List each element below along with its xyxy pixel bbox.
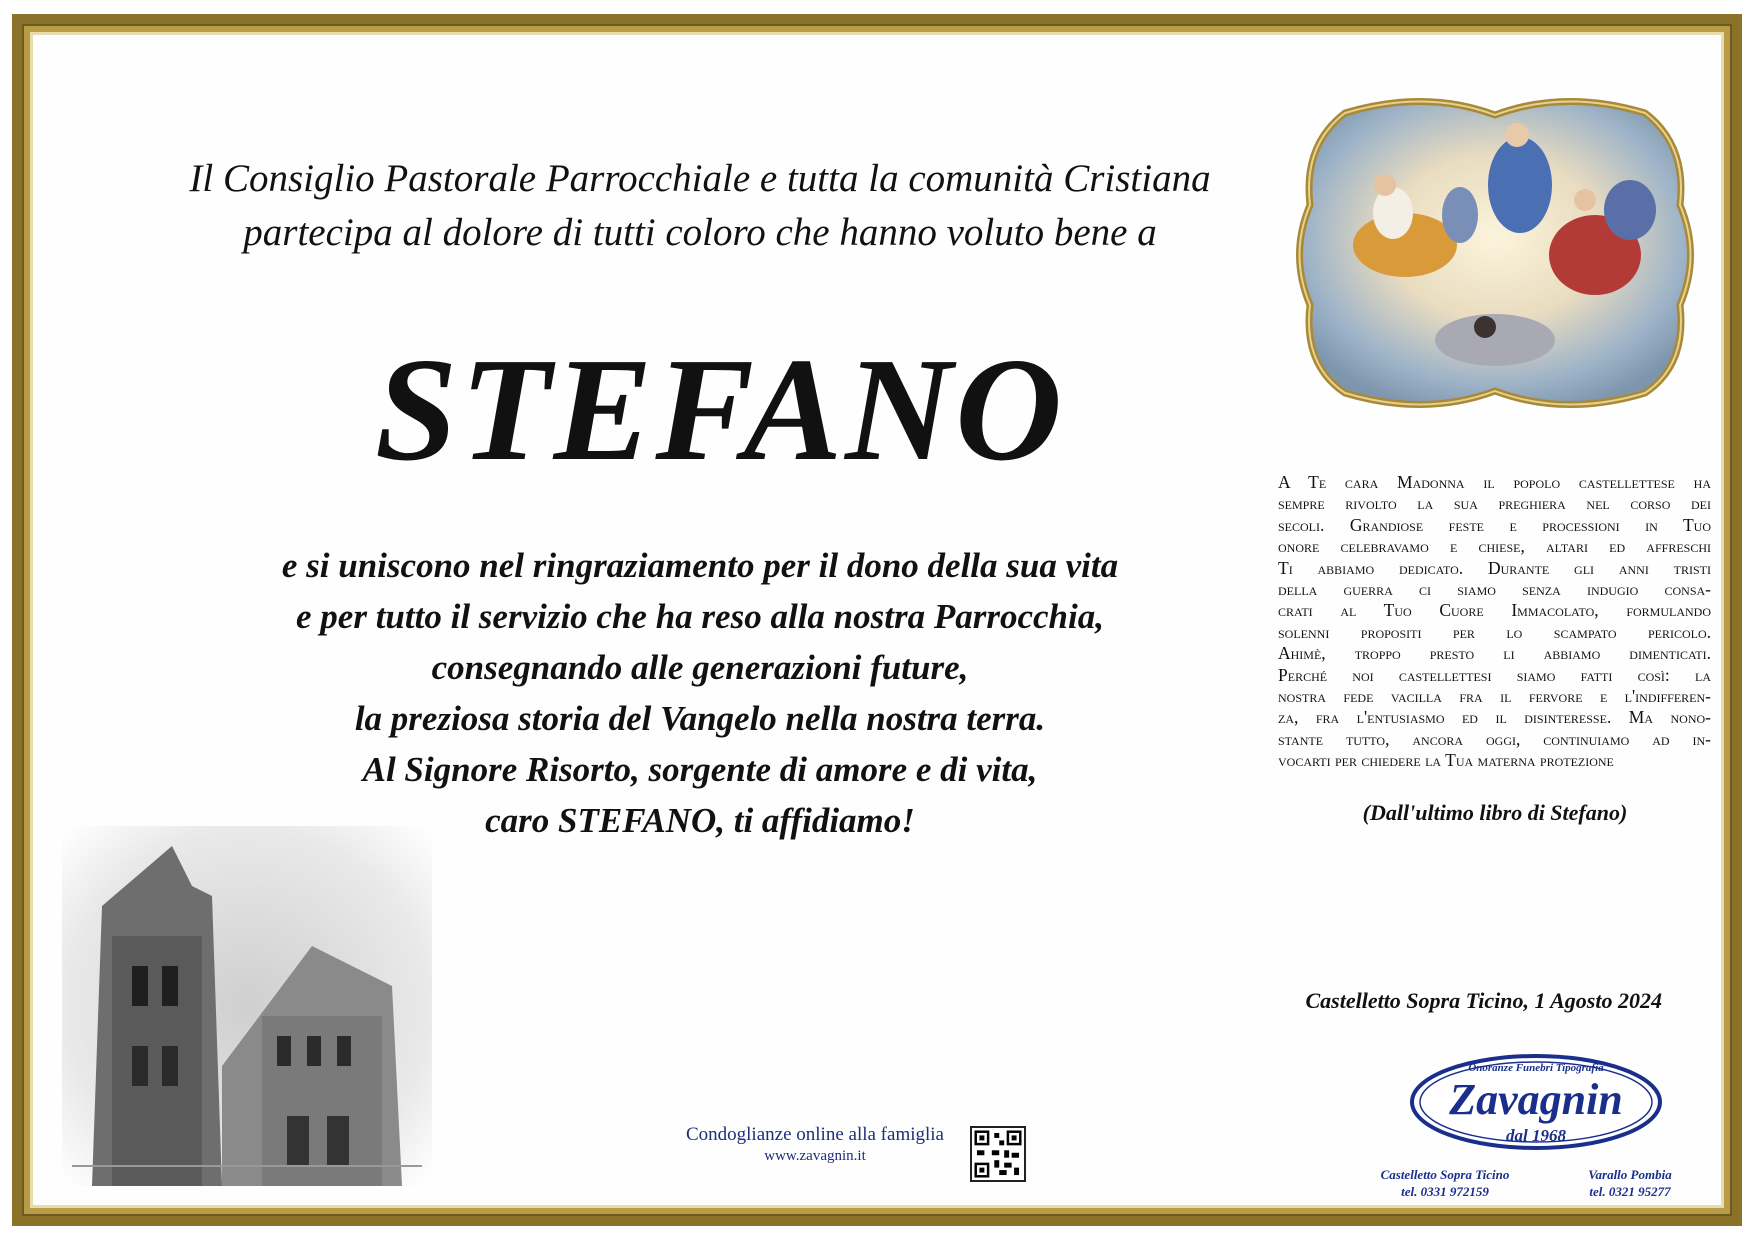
poem-line: nostra fede vacilla fra il fervore e l'indifferen- xyxy=(1278,686,1711,707)
office-phone: tel. 0331 972159 xyxy=(1401,1184,1489,1199)
poem-line: secoli. Grandiose feste e processioni in Tuo xyxy=(1278,514,1711,535)
poem-line: Ti abbiamo dedicato. Durante gli anni tristi xyxy=(1278,557,1711,578)
logo-name: Zavagnin xyxy=(1449,1075,1623,1124)
fresco-image xyxy=(1285,95,1705,411)
poem-line: solenni propositi per lo scampato pericolo. xyxy=(1278,621,1711,642)
poem-line: onore celebravamo e chiese, altari ed affreschi xyxy=(1278,536,1711,557)
poem-line: sempre rivolto la sua preghiera nel corso dei xyxy=(1278,493,1711,514)
poem-line: della guerra ci siamo senza indugio consa- xyxy=(1278,579,1711,600)
poem-line: stante tutto, ancora oggi, continuiamo ad in- xyxy=(1278,728,1711,749)
tribute-line: e si uniscono nel ringraziamento per il dono della sua vita xyxy=(281,546,1119,585)
funeral-home-logo xyxy=(1408,1052,1664,1152)
poem-line: za, fra l'entusiasmo ed il disinteresse. Ma nono- xyxy=(1278,707,1711,728)
intro-line: partecipa al dolore di tutti coloro che hanno voluto bene a xyxy=(243,211,1157,254)
poem-line: Perché noi castellettesi siamo fatti così: la xyxy=(1278,664,1711,685)
office-castelletto xyxy=(1360,1166,1530,1200)
office-city: Castelletto Sopra Ticino xyxy=(1380,1167,1510,1182)
intro-line: Il Consiglio Pastorale Parrocchiale e tutta la comunità Cristiana xyxy=(189,157,1211,200)
tribute-line: caro STEFANO, ti affidiamo! xyxy=(485,801,915,840)
qr-code-icon[interactable] xyxy=(970,1126,1026,1182)
online-condolences xyxy=(660,1124,970,1165)
tribute-line: e per tutto il servizio che ha reso alla nostra Parrocchia, xyxy=(296,597,1104,636)
logo-subtitle: Onoranze Funebri Tipografia xyxy=(1468,1062,1604,1074)
website-link[interactable]: www.zavagnin.it xyxy=(764,1148,866,1164)
church-sketch-image xyxy=(62,826,432,1186)
condolences-text: Condoglianze online alla famiglia xyxy=(685,1124,944,1145)
deceased-name: STEFANO xyxy=(374,328,1066,492)
tribute-line: la preziosa storia del Vangelo nella nostra terra. xyxy=(354,699,1046,738)
place-and-date: Castelletto Sopra Ticino, 1 Agosto 2024 xyxy=(1305,988,1662,1013)
office-city: Varallo Pombia xyxy=(1588,1167,1672,1182)
poem-line: Ahimè, troppo presto li abbiamo dimenticati. xyxy=(1278,643,1711,664)
office-phone: tel. 0321 95277 xyxy=(1589,1184,1671,1199)
poem-source: (Dall'ultimo libro di Stefano) xyxy=(1362,800,1628,825)
tribute-line: consegnando alle generazioni future, xyxy=(431,648,969,687)
poem-line: A Te cara Madonna il popolo castellettese ha xyxy=(1278,472,1711,492)
poem-line: crati al Tuo Cuore Immacolato, formulando xyxy=(1278,600,1711,621)
tribute-line: Al Signore Risorto, sorgente di amore e di vita, xyxy=(362,750,1038,789)
poem-line: vocarti per chiedere la Tua materna protezione xyxy=(1278,750,1614,771)
intro-text xyxy=(110,152,1290,260)
poem-text xyxy=(1278,472,1711,772)
logo-since: dal 1968 xyxy=(1506,1126,1566,1145)
tribute-text xyxy=(110,540,1290,846)
office-varallo xyxy=(1570,1166,1690,1200)
